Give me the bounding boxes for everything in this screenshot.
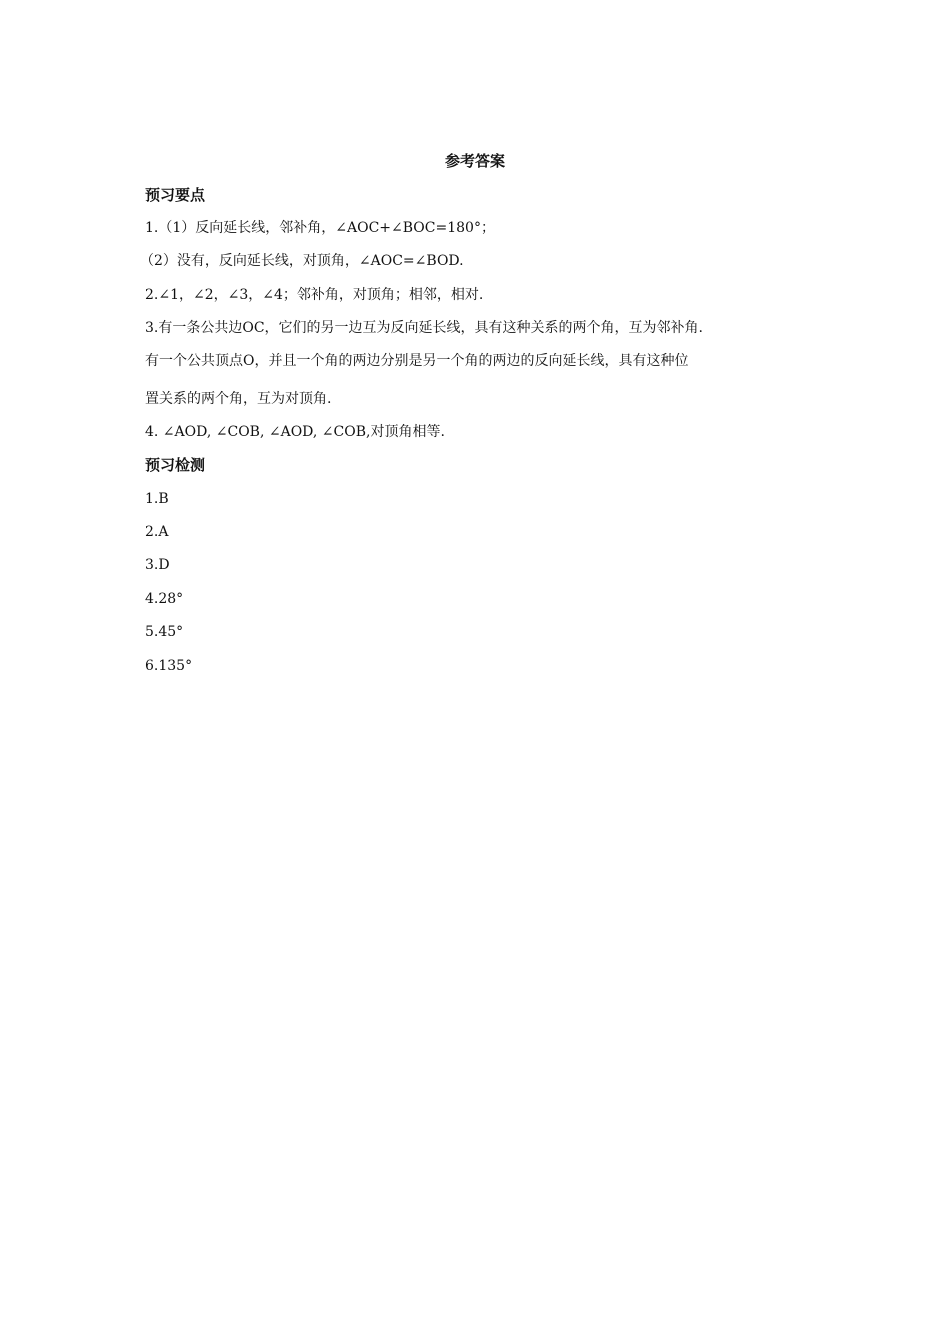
answer-line: 2.∠1，∠2，∠3，∠4；邻补角，对顶角；相邻，相对. [145, 287, 484, 303]
answer-line: 有一个公共顶点O，并且一个角的两边分别是另一个角的两边的反向延长线，具有这种位 [145, 353, 689, 369]
section-heading-preview-check: 预习检测 [145, 456, 206, 474]
answer-line: 1.（1）反向延长线，邻补角，∠AOC+∠BOC=180°； [145, 220, 495, 236]
answer-line: 5.45° [145, 624, 184, 640]
answer-line: 2.A [145, 524, 169, 540]
answer-line: 置关系的两个角，互为对顶角. [145, 391, 332, 407]
answer-line: （2）没有，反向延长线，对顶角，∠AOC=∠BOD. [140, 253, 464, 269]
answer-line: 3.D [145, 557, 170, 573]
answer-line: 1.B [145, 491, 169, 507]
answer-line: 4.28° [145, 591, 184, 607]
answer-line: 4. ∠AOD, ∠COB, ∠AOD, ∠COB,对顶角相等. [145, 424, 445, 440]
section-heading-preview-points: 预习要点 [145, 186, 206, 204]
page-title: 参考答案 [444, 152, 505, 170]
answer-line: 3.有一条公共边OC，它们的另一边互为反向延长线，具有这种关系的两个角，互为邻补角. [145, 320, 703, 336]
answer-line: 6.135° [145, 658, 193, 674]
